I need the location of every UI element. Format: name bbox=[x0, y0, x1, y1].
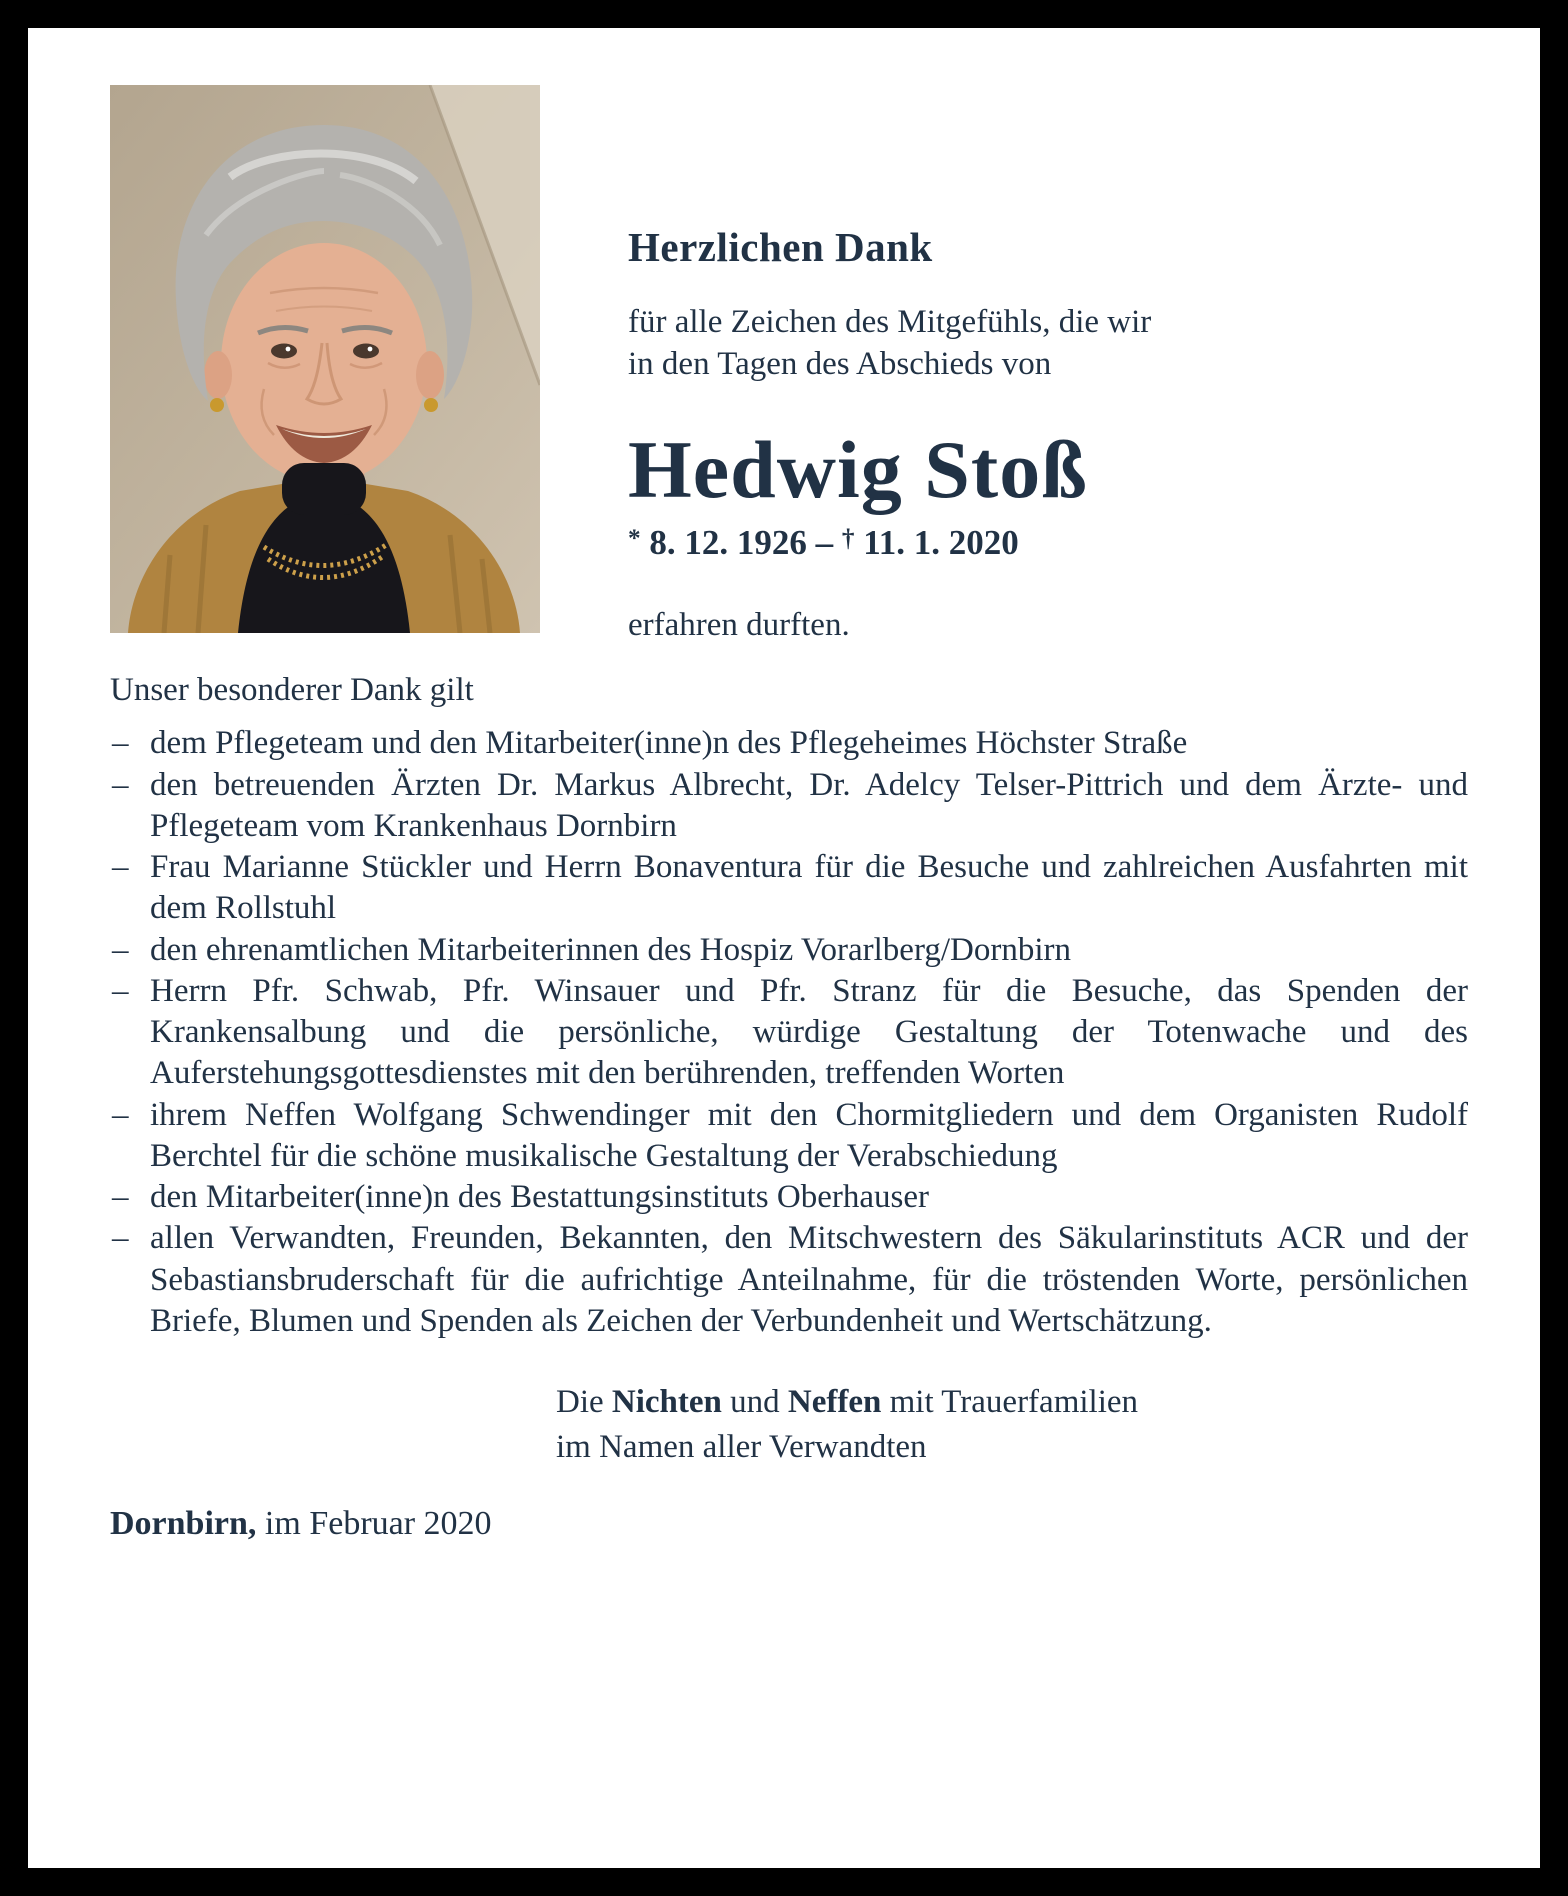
death-symbol: † bbox=[841, 525, 855, 553]
thanks-item-8: – allen Verwandten, Freunden, Bekannten, den Mitschwestern des Säkularinstituts ACR und der Sebastiansbruderschaft für die aufrichtige Anteilnahme, für die tröstenden Worte, persönlichen Briefe, Blumen und Spenden als Zeichen der Verbundenheit und Wertschätzung. bbox=[110, 1218, 1468, 1342]
intro-line-1: für alle Zeichen des Mitgefühls, die wir bbox=[628, 304, 1152, 340]
signature-mid: und bbox=[730, 1384, 780, 1421]
issue-date: im Februar 2020 bbox=[264, 1505, 492, 1543]
header-section bbox=[110, 85, 1468, 644]
intro-text bbox=[628, 301, 1468, 385]
thanks-lead: Unser besonderer Dank gilt bbox=[110, 672, 474, 709]
signature-line-1 bbox=[556, 1380, 1468, 1425]
signature-block bbox=[556, 1380, 1468, 1469]
signature-line-2: im Namen aller Verwandten bbox=[556, 1428, 927, 1465]
life-dates bbox=[628, 523, 1468, 563]
thanks-item-6: – ihrem Neffen Wolfgang Schwendinger mit den Chormitgliedern und dem Organisten Rudolf Berchtel für die schöne musikalische Gestaltung der Verabschiedung bbox=[110, 1095, 1468, 1178]
signature-pre: Die bbox=[556, 1384, 604, 1421]
thanks-item-7: – den Mitarbeiter(inne)n des Bestattungsinstituts Oberhauser bbox=[110, 1177, 1468, 1218]
thanks-item-1: – dem Pflegeteam und den Mitarbeiter(inne)n des Pflegeheimes Höchster Straße bbox=[110, 723, 1468, 764]
place-date bbox=[110, 1505, 1468, 1543]
signature-nephews: Neffen bbox=[787, 1384, 882, 1421]
outro-text: erfahren durften. bbox=[628, 607, 850, 644]
portrait-photo bbox=[110, 85, 540, 633]
intro-line-2: in den Tagen des Abschieds von bbox=[628, 346, 1052, 383]
header-text-block bbox=[628, 85, 1468, 644]
thanks-item-5: – Herrn Pfr. Schwab, Pfr. Winsauer und Pfr. Stranz für die Besuche, das Spenden der Krankensalbung und die persönliche, würdige Gestaltung der Totenwache und des Auferstehungsgottesdienstes mit den berührenden, treffenden Worten bbox=[110, 971, 1468, 1095]
thanks-item-4: – den ehrenamtlichen Mitarbeiterinnen des Hospiz Vorarlberg/Dornbirn bbox=[110, 930, 1468, 971]
birth-date: 8. 12. 1926 bbox=[649, 523, 807, 563]
thanks-title: Herzlichen Dank bbox=[628, 224, 933, 270]
obituary-page bbox=[28, 28, 1540, 1868]
signature-nieces: Nichten bbox=[611, 1384, 722, 1421]
death-date: 11. 1. 2020 bbox=[863, 523, 1019, 563]
thanks-item-3: – Frau Marianne Stückler und Herrn Bonaventura für die Besuche und zahlreichen Ausfahrten mit dem Rollstuhl bbox=[110, 847, 1468, 930]
date-separator: – bbox=[815, 523, 834, 563]
birth-symbol: * bbox=[628, 525, 641, 553]
thanks-item-2: – den betreuenden Ärzten Dr. Markus Albrecht, Dr. Adelcy Telser-Pittrich und dem Ärzte- und Pflegeteam vom Krankenhaus Dornbirn bbox=[110, 765, 1468, 848]
place-name: Dornbirn, bbox=[110, 1505, 257, 1543]
signature-post: mit Trauerfamilien bbox=[889, 1384, 1139, 1421]
portrait-illustration bbox=[110, 85, 540, 633]
deceased-name: Hedwig Stoß bbox=[628, 424, 1088, 516]
thanks-list bbox=[110, 723, 1468, 1342]
